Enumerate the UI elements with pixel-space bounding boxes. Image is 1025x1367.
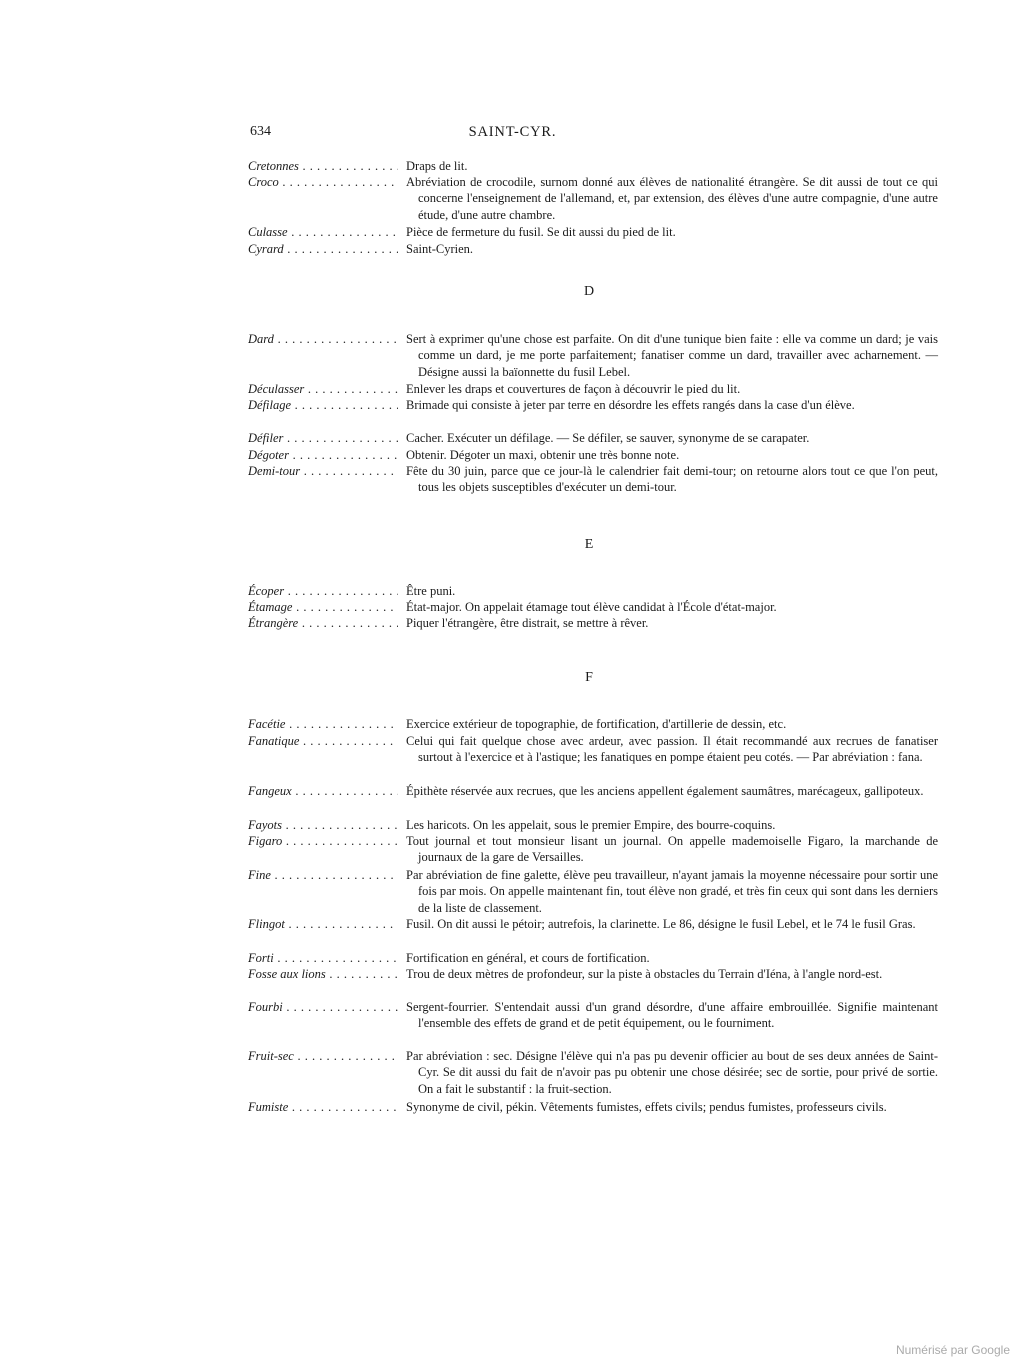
entry (248, 817, 938, 833)
entry-term: Cyrard . . . (248, 241, 398, 257)
entry-term: Étrangère . . . (248, 615, 398, 631)
entry-term: Cretonnes . . . (248, 158, 398, 174)
entry (248, 430, 938, 446)
section-letter: F (585, 670, 593, 685)
entry (248, 716, 938, 732)
entry-definition: Piquer l'étrangère, être distrait, se mettre à rêver. (406, 616, 649, 630)
entry-term: Croco . . . (248, 174, 398, 190)
entry-definition: Sert à exprimer qu'une chose est parfaite. On dit d'une tunique bien faite : elle va comme un dard; je vais comme un dard, je me porte parfaitement; fanatiser comme un dard, travailler avec acharnement. — Désigne aussi la baïonnette du fusil Lebel. (406, 332, 938, 379)
entry-definition: Draps de lit. (406, 159, 468, 173)
entry-term: Fine . . . (248, 867, 398, 883)
entry-definition: Saint-Cyrien. (406, 242, 474, 256)
entry (248, 1048, 938, 1097)
entry-term: Forti . . . (248, 950, 398, 966)
entry-term: Fanatique . . . (248, 733, 398, 749)
entry-definition: Par abréviation de fine galette, élève peu travailleur, n'ayant jamais la moyenne nécessaire pour sortir une fois par mois. On appelle maintenant fin, tout élève non gradé, et très fin ceux qui sont dans les derniers de la liste de classement. (406, 868, 938, 915)
entry (248, 158, 938, 174)
entry (248, 583, 938, 599)
entry-term: Culasse . . . (248, 224, 398, 240)
entry (248, 733, 938, 766)
entry (248, 783, 938, 799)
entry-definition: Trou de deux mètres de profondeur, sur la piste à obstacles du Terrain d'Iéna, à l'angle nord-est. (406, 967, 883, 981)
entry-term: Fourbi . . . (248, 999, 398, 1015)
page-number: 634 (250, 124, 271, 139)
entry-definition: Cacher. Exécuter un défilage. — Se défiler, se sauver, synonyme de se carapater. (406, 431, 810, 445)
entry-definition: Obtenir. Dégoter un maxi, obtenir une très bonne note. (406, 448, 680, 462)
entry-definition: État-major. On appelait étamage tout élève candidat à l'École d'état-major. (406, 600, 777, 614)
entry-definition: Être puni. (406, 584, 456, 598)
entry-term: Facétie . . . (248, 716, 398, 732)
entry-term: Défiler . . . (248, 430, 398, 446)
entry-definition: Celui qui fait quelque chose avec ardeur, avec passion. Il était recommandé aux recrues de fanatiser surtout à l'exercice et à l'astique; les fanatiques en pompe étaient peu cotés. — Par abréviation : fana. (406, 734, 938, 765)
entry (248, 224, 938, 240)
entry-term: Fangeux . . . (248, 783, 398, 799)
entry (248, 463, 938, 496)
entry (248, 916, 938, 932)
entry-term: Figaro . . . (248, 833, 398, 849)
entry (248, 833, 938, 866)
entry-term: Écoper . . . (248, 583, 398, 599)
entry-definition: Fortification en général, et cours de fortification. (406, 951, 650, 965)
entry (248, 331, 938, 380)
entry-term: Dard . . . (248, 331, 398, 347)
entry-term: Fruit-sec . . . (248, 1048, 398, 1064)
entry-definition: Fête du 30 juin, parce que ce jour-là le calendrier fait demi-tour; on retourne alors tout ce que l'on peut, tous les objets susceptibles d'exécuter un demi-tour. (406, 464, 938, 495)
entry-definition: Synonyme de civil, pékin. Vêtements fumistes, effets civils; pendus fumistes, professeurs civils. (406, 1100, 887, 1114)
entry (248, 599, 938, 615)
entry-term: Demi-tour . . . (248, 463, 398, 479)
entry-definition: Tout journal et tout monsieur lisant un journal. On appelle mademoiselle Figaro, la marchande de journaux de la gare de Versailles. (406, 834, 938, 865)
entry-definition: Fusil. On dit aussi le pétoir; autrefois, la clarinette. Le 86, désigne le fusil Lebel, et le 74 le fusil Gras. (406, 917, 916, 931)
digitization-notice: Numérisé par Google (895, 1343, 1010, 1357)
entry-term: Fayots . . . (248, 817, 398, 833)
entry (248, 381, 938, 397)
section-letter: E (584, 537, 594, 552)
entry-definition: Par abréviation : sec. Désigne l'élève qui n'a pas pu devenir officier au bout de ses deux années de Saint-Cyr. Se dit aussi du fait de n'avoir pas pu obtenir une chose désirée; sec de sortie, pour privé de sortie. On a fait le substantif : la fruit-section. (406, 1049, 938, 1096)
entry (248, 1099, 938, 1115)
entry (248, 950, 938, 966)
entry-definition: Sergent-fourrier. S'entendait aussi d'un grand désordre, d'une affaire embrouillée. Signifie maintenant l'ensemble des effets de grand et de petit équipement, ou le fourniment. (406, 1000, 938, 1031)
entry-definition: Exercice extérieur de topographie, de fortification, d'artillerie de dessin, etc. (406, 717, 787, 731)
entry (248, 966, 938, 982)
entry-definition: Brimade qui consiste à jeter par terre en désordre les effets rangés dans la case d'un élève. (406, 398, 855, 412)
entry-definition: Enlever les draps et couvertures de façon à découvrir le pied du lit. (406, 382, 741, 396)
entry-definition: Épithète réservée aux recrues, que les anciens appellent également saumâtres, marécageux, gallipoteux. (406, 784, 924, 798)
entry-definition: Pièce de fermeture du fusil. Se dit aussi du pied de lit. (406, 225, 676, 239)
entry-term: Défilage . . . (248, 397, 398, 413)
entry-term: Déculasser . . . (248, 381, 398, 397)
running-head: SAINT-CYR. (468, 124, 557, 140)
entry-term: Fosse aux lions . . . (248, 966, 398, 982)
entry-definition: Les haricots. On les appelait, sous le premier Empire, des bourre-coquins. (406, 818, 776, 832)
entry-term: Étamage . . . (248, 599, 398, 615)
entry (248, 615, 938, 631)
entry-term: Flingot . . . (248, 916, 398, 932)
entry (248, 174, 938, 223)
entry (248, 867, 938, 916)
section-letter: D (583, 284, 595, 299)
entry (248, 999, 938, 1032)
entry (248, 241, 938, 257)
entry-term: Dégoter . . . (248, 447, 398, 463)
entry-term: Fumiste . . . (248, 1099, 398, 1115)
entry-definition: Abréviation de crocodile, surnom donné aux élèves de nationalité étrangère. Se dit aussi de tout ce qui concerne l'enseignement de l'allemand, et, par extension, des élèves d'une autre compagnie, d'une autre étude, d'une autre chambre. (406, 175, 938, 222)
entry (248, 447, 938, 463)
entry (248, 397, 938, 413)
